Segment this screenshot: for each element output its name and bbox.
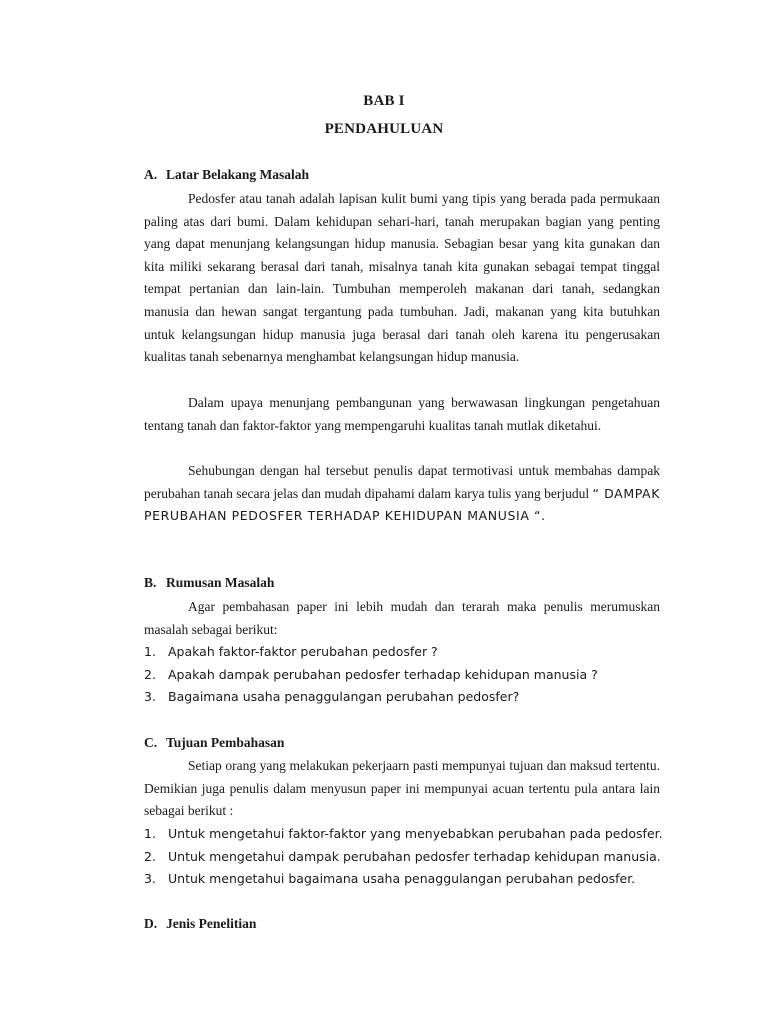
list-number: 1. bbox=[144, 826, 156, 841]
chapter-number: BAB I bbox=[363, 93, 405, 109]
list-item bbox=[144, 686, 664, 709]
section-letter: B. bbox=[144, 575, 157, 590]
list-text: Untuk mengetahui bagaimana usaha penaggulangan perubahan pedosfer. bbox=[168, 871, 636, 887]
section-title: Tujuan Pembahasan bbox=[166, 735, 285, 750]
list-number: 2. bbox=[144, 848, 156, 864]
section-a-paragraph-2: Dalam upaya menunjang pembangunan yang berwawasan lingkungan pengetahuan tentang tanah dan faktor-faktor yang mempengaruhi kualitas tanah mutlak diketahui. bbox=[144, 395, 660, 433]
list-text: Apakah dampak perubahan pedosfer terhadap kehidupan manusia ? bbox=[168, 666, 598, 682]
section-title: Rumusan Masalah bbox=[166, 575, 275, 590]
list-item bbox=[144, 664, 664, 687]
paragraph-text: Sehubungan dengan hal tersebut penulis dapat termotivasi untuk membahas dampak perubahan tanah secara jelas dan mudah dipahami dalam karya tulis yang berjudul bbox=[144, 463, 660, 501]
paper-title-quote: “ DAMPAK PERUBAHAN PEDOSFER TERHADAP KEHIDUPAN MANUSIA “. bbox=[144, 485, 660, 524]
list-number: 1. bbox=[144, 644, 156, 659]
list-item bbox=[144, 823, 664, 846]
chapter-title: PENDAHULUAN bbox=[324, 121, 444, 137]
section-b-heading bbox=[144, 575, 274, 591]
section-letter: D. bbox=[144, 916, 158, 931]
section-b-intro: Agar pembahasan paper ini lebih mudah dan terarah maka penulis merumuskan masalah sebagai berikut: bbox=[144, 599, 660, 637]
section-a-heading bbox=[144, 167, 309, 183]
section-d-heading bbox=[144, 916, 256, 932]
list-number: 3. bbox=[144, 689, 156, 705]
section-title: Latar Belakang Masalah bbox=[166, 167, 310, 182]
list-text: Apakah faktor-faktor perubahan pedosfer ? bbox=[168, 644, 438, 659]
section-b-list bbox=[144, 641, 664, 709]
section-c-intro: Setiap orang yang melakukan pekerjaarn pasti mempunyai tujuan dan maksud tertentu. Demikian juga penulis dalam menyusun paper ini mempunyai acuan tertentu pula antara lain sebagai berikut : bbox=[144, 758, 660, 819]
list-item bbox=[144, 868, 664, 891]
section-c-list bbox=[144, 823, 664, 891]
section-c-heading bbox=[144, 735, 284, 751]
section-a-paragraph-1: Pedosfer atau tanah adalah lapisan kulit bumi yang tipis yang berada pada permukaan paling atas dari bumi. Dalam kehidupan sehari-hari, tanah merupakan bagian yang penting yang dapat menunjang kelangsungan hidup manusia. Sebagian besar yang kita gunakan dan kita miliki sekarang berasal dari tanah, misalnya tanah kita gunakan sebagai tempat tinggal tempat pertanian dan lain-lain. Tumbuhan memperoleh makanan dari tanah, sedangkan manusia dan hewan sangat tergantung pada tumbuhan. Jadi, makanan yang kita butuhkan untuk kelangsungan hidup manusia juga berasal dari tanah oleh karena itu pengerusakan kualitas tanah sebenarnya menghambat kelangsungan hidup manusia. bbox=[144, 191, 660, 365]
list-text: Untuk mengetahui faktor-faktor yang menyebabkan perubahan pada pedosfer. bbox=[168, 826, 663, 841]
section-a-paragraph-3 bbox=[144, 460, 660, 528]
section-title: Jenis Penelitian bbox=[166, 916, 257, 931]
section-letter: C. bbox=[144, 735, 158, 750]
section-letter: A. bbox=[144, 167, 158, 182]
list-text: Untuk mengetahui dampak perubahan pedosfer terhadap kehidupan manusia. bbox=[168, 848, 661, 864]
list-text: Bagaimana usaha penaggulangan perubahan pedosfer? bbox=[168, 689, 520, 705]
list-number: 3. bbox=[144, 871, 156, 887]
list-item bbox=[144, 846, 664, 869]
list-number: 2. bbox=[144, 666, 156, 682]
list-item bbox=[144, 641, 664, 664]
